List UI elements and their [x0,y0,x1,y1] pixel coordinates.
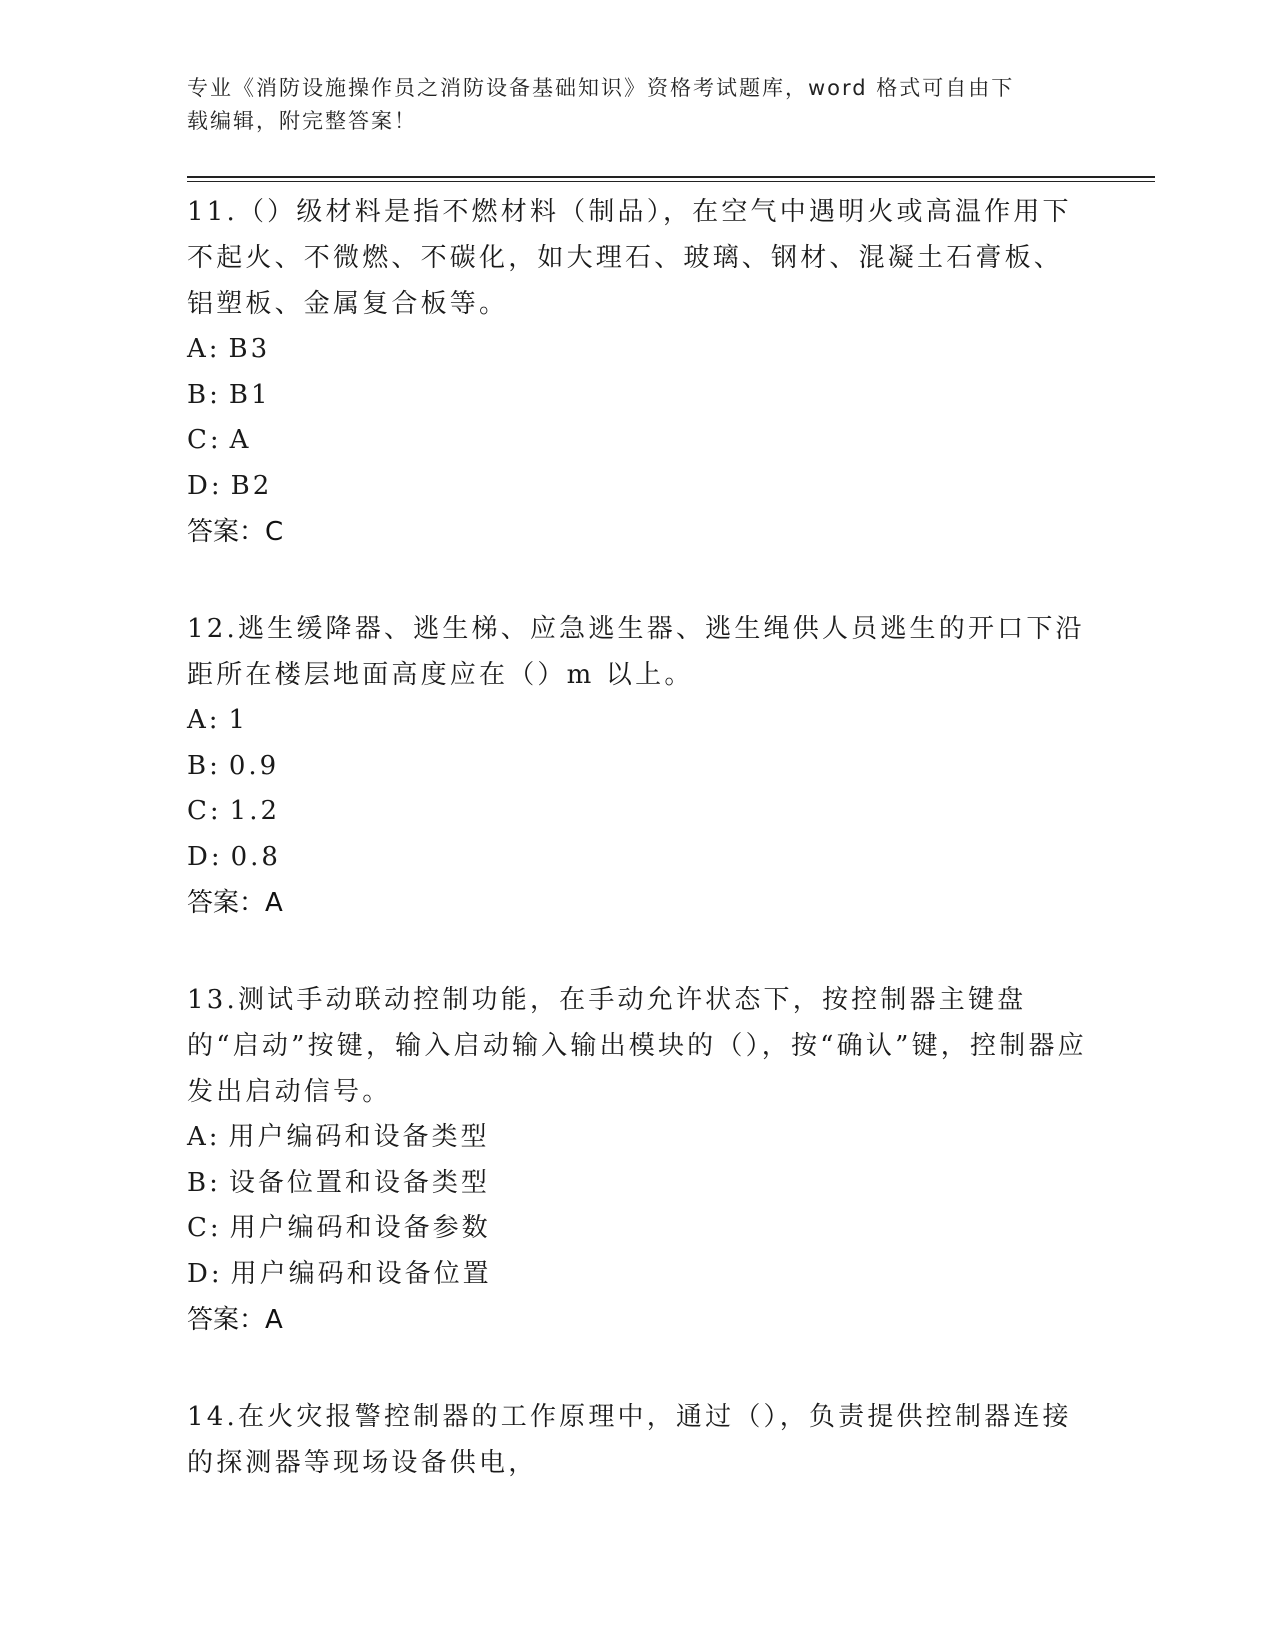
option-text: 用户编码和设备位置 [230,1258,492,1289]
answer-line: 答案：A [187,888,283,918]
option-letter: A: [187,334,221,364]
option-letter: D: [187,1258,223,1289]
option-a [187,698,1087,744]
question-13 [187,977,1087,1343]
option-text: 1 [228,705,249,735]
header-divider-thick [187,176,1155,178]
header-line-2: 载编辑，附完整答案！ [187,109,417,133]
option-letter: A: [187,705,221,735]
header-line-1: 专业《消防设施操作员之消防设备基础知识》资格考试题库，word 格式可自由下 [187,76,1015,100]
answer-line: 答案：C [187,517,284,547]
option-letter: D: [187,841,223,872]
document-header [187,72,1067,138]
question-stem: 11.（）级材料是指不燃材料（制品），在空气中遇明火或高温作用下不起火、不微燃、不碳化，如大理石、玻璃、钢材、混凝土石膏板、铝塑板、金属复合板等。 [187,197,1072,319]
option-letter: B: [187,1167,221,1198]
option-text: B1 [228,379,271,410]
option-letter: C: [187,1213,222,1243]
option-text: A [229,425,252,455]
option-text: 0.8 [230,841,281,872]
question-stem: 14.在火灾报警控制器的工作原理中，通过（），负责提供控制器连接的探测器等现场设备供电， [187,1402,1072,1478]
answer-line: 答案：A [187,1305,283,1335]
option-c [187,418,1087,464]
option-c [187,789,1087,835]
option-b [187,373,1087,419]
option-letter: A: [187,1122,221,1152]
option-letter: C: [187,796,222,826]
option-text: 1.2 [229,796,281,826]
option-text: 0.9 [228,750,280,781]
option-d [187,835,1087,881]
question-stem: 12.逃生缓降器、逃生梯、应急逃生器、逃生绳供人员逃生的开口下沿距所在楼层地面高度应在（）m 以上。 [187,614,1085,690]
option-text: B2 [230,470,273,501]
question-stem: 13.测试手动联动控制功能，在手动允许状态下，按控制器主键盘的“启动”按键，输入启动输入输出模块的（），按“确认”键，控制器应发出启动信号。 [187,985,1087,1107]
option-text: 设备位置和设备类型 [228,1167,490,1198]
option-text: 用户编码和设备参数 [229,1213,491,1243]
option-a [187,327,1087,373]
header-divider-thin [187,181,1155,182]
option-letter: C: [187,425,222,455]
option-b [187,1161,1087,1207]
option-letter: B: [187,379,221,410]
option-d [187,464,1087,510]
option-b [187,744,1087,790]
option-letter: B: [187,750,221,781]
question-14 [187,1394,1087,1486]
option-c [187,1206,1087,1252]
question-12 [187,606,1087,926]
option-a [187,1115,1087,1161]
question-11 [187,189,1087,555]
option-d [187,1252,1087,1298]
option-letter: D: [187,470,223,501]
option-text: 用户编码和设备类型 [228,1122,490,1152]
question-list [187,189,1087,1537]
option-text: B3 [228,334,271,364]
